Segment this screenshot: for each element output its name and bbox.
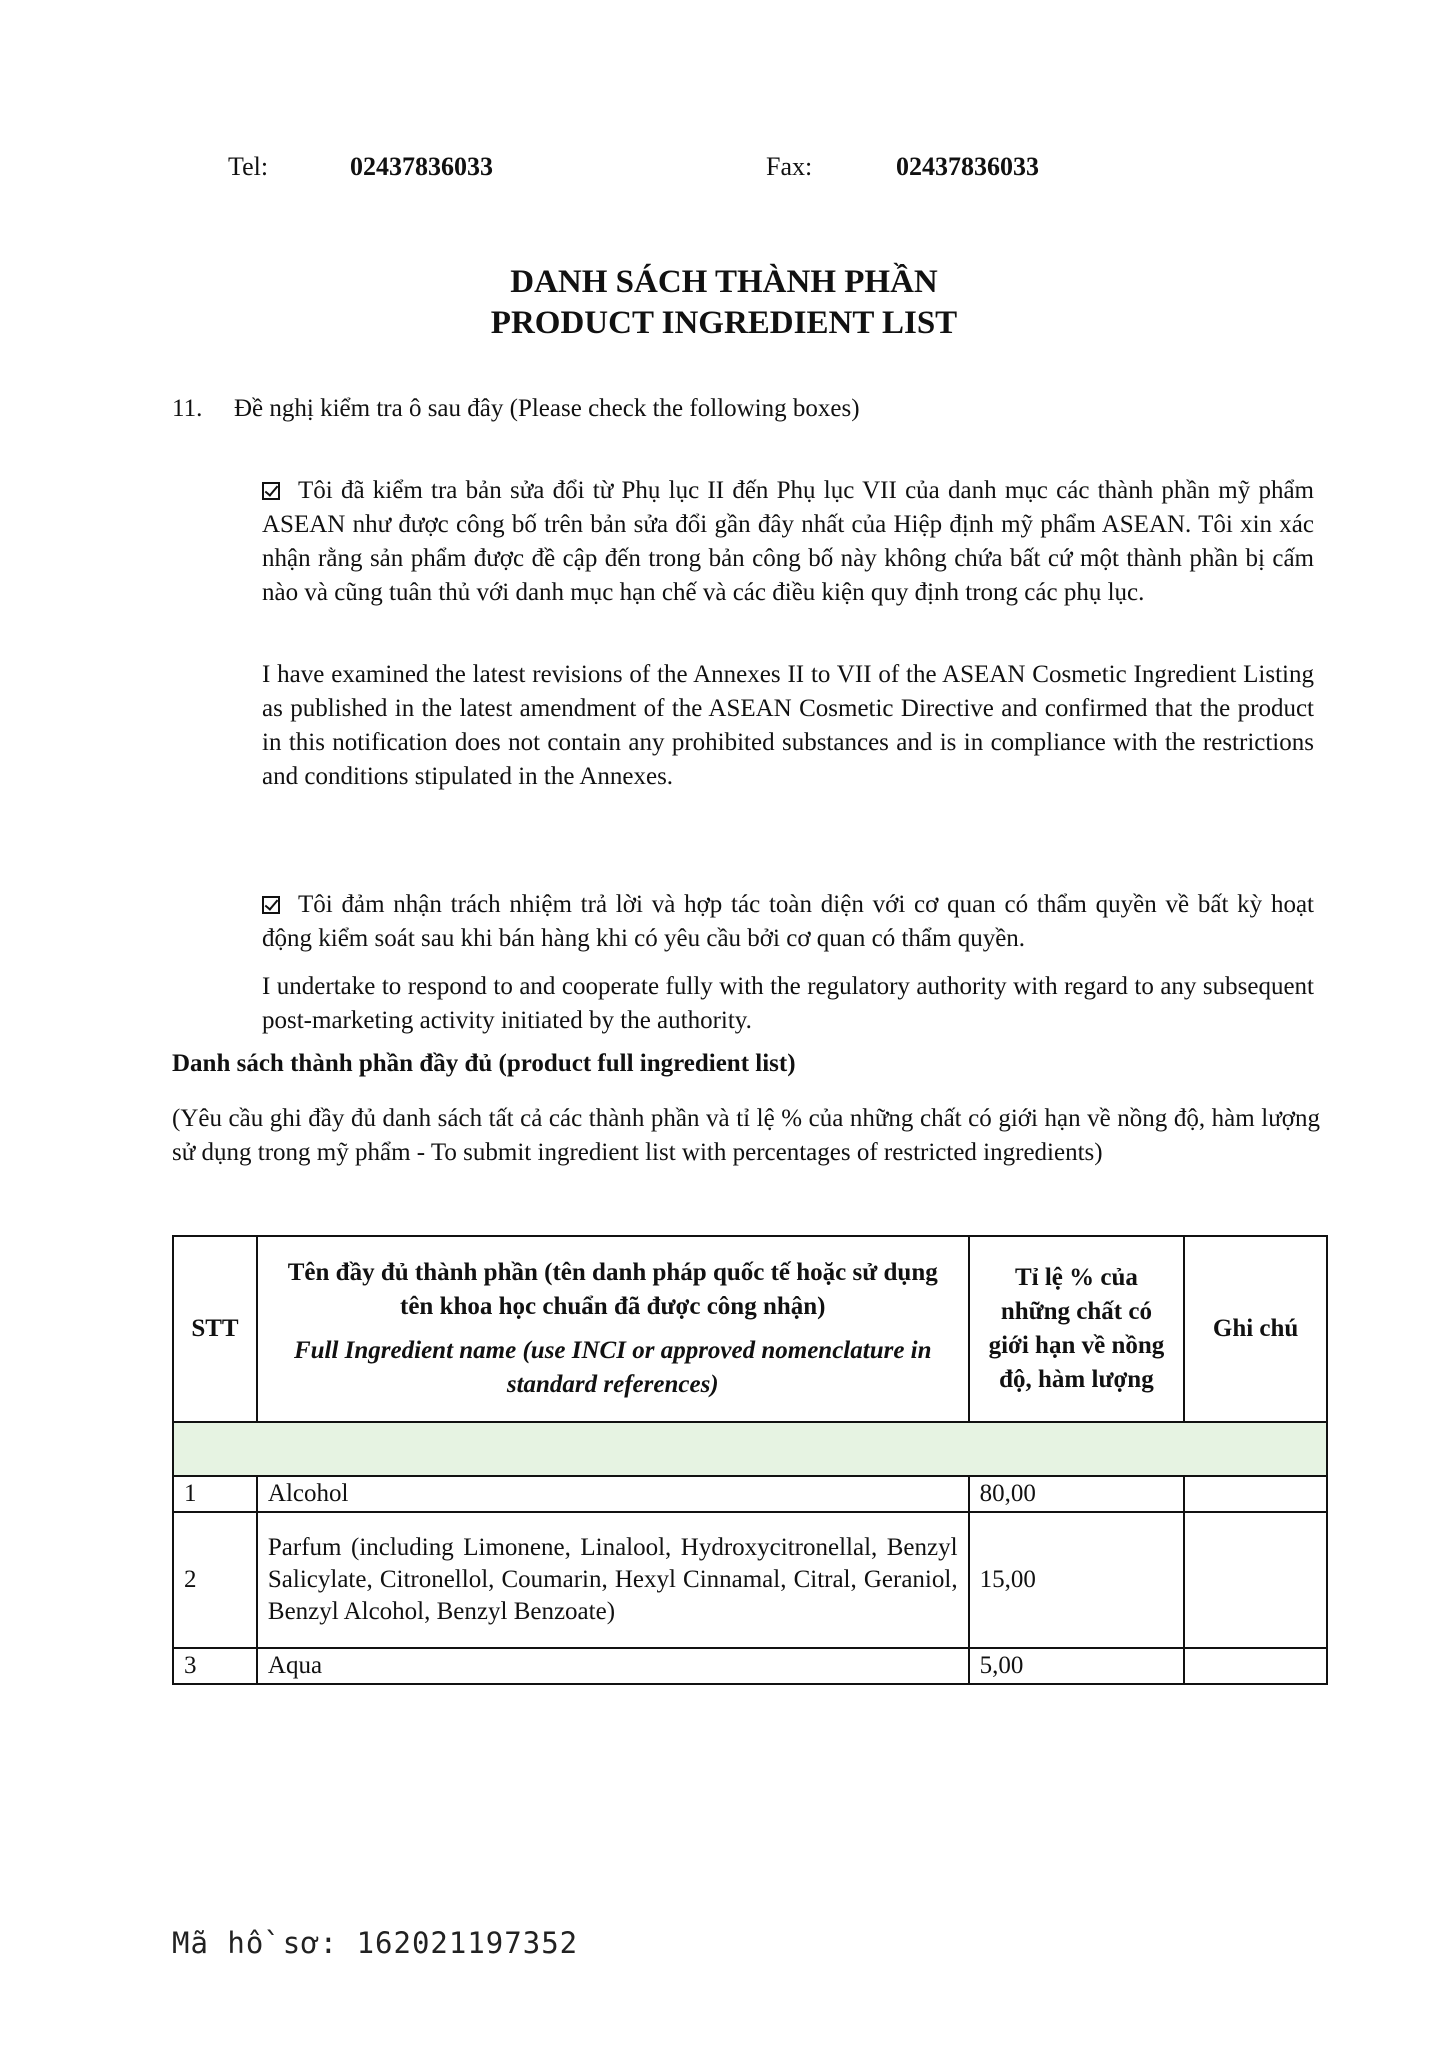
file-code: Mã hồ sơ: 162021197352 xyxy=(172,1926,579,1960)
row-stt: 3 xyxy=(173,1648,257,1684)
row-note xyxy=(1184,1512,1327,1648)
tel-label: Tel: xyxy=(228,152,269,181)
row-percentage: 5,00 xyxy=(969,1648,1185,1684)
full-list-note: (Yêu cầu ghi đầy đủ danh sách tất cả các thành phần và tỉ lệ % của những chất có giới hạn về nồng độ, hàm lượng sử dụng trong mỹ phẩm - To submit ingredient list with percentages of restricted ingredients) xyxy=(172,1105,1320,1166)
table-row xyxy=(173,1476,1327,1512)
row-stt: 1 xyxy=(173,1476,257,1512)
header-ingredient-name-vi: Tên đầy đủ thành phần (tên danh pháp quốc tế hoặc sử dụng tên khoa học chuẩn đã được công nhận) xyxy=(287,1259,938,1320)
fax-value: 02437836033 xyxy=(896,152,1039,181)
row-percentage: 15,00 xyxy=(969,1512,1185,1648)
row-note xyxy=(1184,1476,1327,1512)
row-note xyxy=(1184,1648,1327,1684)
title-en: PRODUCT INGREDIENT LIST xyxy=(490,305,958,341)
declaration-1-en: I have examined the latest revisions of the Annexes II to VII of the ASEAN Cosmetic Ingredient Listing as published in the latest amendment of the ASEAN Cosmetic Directive and confirmed that the product in this notification does not contain any prohibited substances and is in compliance with the restrictions and conditions stipulated in the Annexes. xyxy=(262,661,1314,790)
title-vi: DANH SÁCH THÀNH PHẦN xyxy=(510,264,938,300)
row-ingredient: Alcohol xyxy=(257,1476,969,1512)
fax-label: Fax: xyxy=(766,152,813,181)
header-ingredient-name-en: Full Ingredient name (use INCI or approved nomenclature in standard references) xyxy=(293,1337,932,1398)
declaration-2-vi-text: Tôi đảm nhận trách nhiệm trả lời và hợp tác toàn diện với cơ quan có thẩm quyền về bất kỳ hoạt động kiểm soát sau khi bán hàng khi có yêu cầu bởi cơ quan có thẩm quyền. xyxy=(262,891,1314,952)
full-list-heading: Danh sách thành phần đầy đủ (product full ingredient list) xyxy=(172,1050,796,1077)
header-percentage: Tỉ lệ % của những chất có giới hạn về nồng độ, hàm lượng xyxy=(969,1236,1185,1422)
table-row xyxy=(173,1648,1327,1684)
checked-box-icon[interactable] xyxy=(262,482,280,500)
spacer-cell xyxy=(173,1422,1327,1476)
tel-value: 02437836033 xyxy=(350,152,493,181)
declaration-1-vi xyxy=(262,474,1314,610)
header-ingredient-name xyxy=(257,1236,969,1422)
declaration-2-en: I undertake to respond to and cooperate fully with the regulatory authority with regard to any subsequent post-marketing activity initiated by the authority. xyxy=(262,973,1314,1034)
row-percentage: 80,00 xyxy=(969,1476,1185,1512)
header-note: Ghi chú xyxy=(1184,1236,1327,1422)
header-stt: STT xyxy=(173,1236,257,1422)
row-ingredient: Parfum (including Limonene, Linalool, Hydroxycitronellal, Benzyl Salicylate, Citronellol, Coumarin, Hexyl Cinnamal, Citral, Geraniol, Benzyl Alcohol, Benzyl Benzoate) xyxy=(257,1512,969,1648)
checked-box-icon[interactable] xyxy=(262,896,280,914)
table-header-row xyxy=(173,1236,1327,1422)
row-ingredient: Aqua xyxy=(257,1648,969,1684)
declaration-1-vi-text: Tôi đã kiểm tra bản sửa đổi từ Phụ lục II đến Phụ lục VII của danh mục các thành phần mỹ phẩm ASEAN như được công bố trên bản sửa đổi gần đây nhất của Hiệp định mỹ phẩm ASEAN. Tôi xin xác nhận rằng sản phẩm được đề cập đến trong bản công bố này không chứa bất cứ một thành phần bị cấm nào và cũng tuân thủ với danh mục hạn chế và các điều kiện quy định trong các phụ lục. xyxy=(262,477,1314,606)
declaration-2-vi xyxy=(262,888,1314,956)
section-heading: Đề nghị kiểm tra ô sau đây (Please check the following boxes) xyxy=(234,395,860,422)
section-number: 11. xyxy=(172,395,203,422)
ingredient-table xyxy=(172,1235,1328,1685)
table-spacer-row xyxy=(173,1422,1327,1476)
row-stt: 2 xyxy=(173,1512,257,1648)
table-row xyxy=(173,1512,1327,1648)
